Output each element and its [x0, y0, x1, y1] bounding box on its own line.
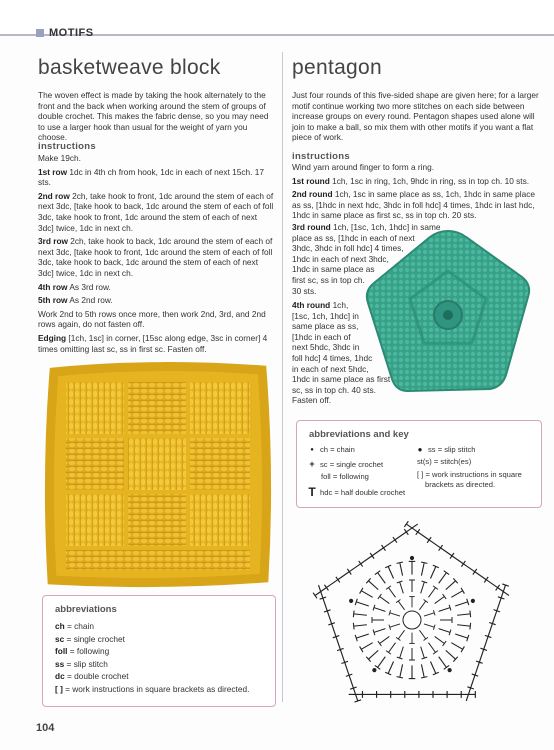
key-brackets	[417, 470, 522, 479]
center-ring	[403, 611, 421, 629]
edging	[38, 333, 274, 354]
row-2	[38, 191, 274, 233]
slip-stitch-symbol-icon: ●	[417, 445, 423, 454]
row-label: Edging	[38, 332, 67, 343]
abbr-value: = following	[67, 646, 110, 656]
pentagon-instructions-top	[292, 162, 540, 224]
round-3-stitch	[436, 655, 449, 670]
round-2-stitch	[373, 626, 386, 635]
round-2-stitch	[409, 648, 415, 660]
abbreviations-list	[55, 620, 249, 695]
round-3-stitch	[409, 665, 416, 678]
round-text: first sc, ss in top ch.	[292, 274, 365, 285]
key-text: brackets as directed.	[425, 480, 496, 489]
abbreviations-heading: abbreviations	[55, 604, 117, 615]
row-label: 2nd row	[38, 190, 70, 201]
basketweave-swatch-photo	[44, 358, 272, 590]
round-2-stitch	[373, 605, 386, 614]
round-3-stitch	[409, 561, 416, 574]
round-1-stitch	[389, 610, 401, 618]
round-3-stitch	[444, 648, 458, 662]
row-text: Work 2nd to 5th rows once more, then work 2nd, 3rd, and 2nd rows again, do not fasten off.	[38, 308, 266, 330]
abbr-value: = work instructions in square brackets as directed.	[62, 683, 250, 694]
round-3-stitch	[360, 588, 375, 600]
row-text: As 3rd row.	[67, 281, 111, 292]
round-2-stitch	[378, 634, 391, 646]
round-2-stitch	[386, 641, 398, 654]
abbr-item	[55, 658, 249, 671]
round-text: place as ss, [1hdc in each of next	[292, 232, 415, 243]
abbr-item	[55, 670, 249, 683]
round-3-stitch	[457, 621, 471, 629]
round-text: 30 sts.	[292, 285, 317, 296]
round-3-stitch	[385, 565, 396, 580]
key-text: ss = slip stitch	[428, 445, 476, 454]
slip-stitch-dot	[350, 599, 353, 602]
round-1-stitch	[389, 621, 401, 629]
round-text: 1ch,	[330, 300, 349, 310]
column-divider	[282, 52, 283, 702]
row-text: [1ch, 1sc] in corner, [15sc along edge, 3sc in corner] 4 times omitting last sc, ss in first sc. Fasten off.	[38, 332, 268, 354]
round-4-stitch	[391, 691, 405, 698]
row-5	[38, 295, 274, 306]
round-text: next 5hdc, 3hdc in	[292, 342, 360, 353]
round-3-stitch	[375, 655, 388, 670]
round-3-stitch	[454, 599, 469, 609]
round-text: in each of next 5hdc,	[292, 363, 369, 374]
round-2-stitch	[397, 581, 406, 594]
single-crochet-symbol-icon: +	[309, 459, 315, 469]
key-brackets-2	[425, 480, 495, 489]
basketweave-instructions	[38, 153, 274, 357]
round-3-stitch	[418, 562, 427, 576]
round-3-stitch	[436, 571, 449, 586]
round-3-stitch	[454, 631, 469, 641]
round-2-stitch	[409, 580, 415, 592]
round-text: 1hdc in each of next 3hdc,	[292, 253, 389, 264]
row-3	[38, 236, 274, 278]
key-half-double	[307, 485, 405, 499]
repeat-note	[38, 309, 274, 330]
abbr-key: ss	[55, 658, 65, 669]
key-single-crochet	[307, 459, 383, 469]
key-text: [ ] = work instructions in square	[417, 470, 522, 479]
round-text: sc, ss in top ch. 40 sts.	[292, 384, 376, 395]
chain-symbol-icon: ●	[310, 446, 314, 453]
round-3-stitch	[444, 578, 458, 592]
round-text: 3hdc, 3hdc in foll hdc] 4 times,	[292, 243, 404, 254]
round-3-stitch	[366, 578, 380, 592]
row-text: 2ch, take hook to front, 1dc around the stem of each of next 3dc, [take hook to back, 1dc around the stem of each of foll 3dc, take hook to front, 1dc around the stem of each of next 3dc] twice, 1dc in next ch.	[38, 190, 274, 233]
key-text: sc = single crochet	[320, 459, 384, 469]
half-double-symbol-icon: T	[308, 485, 316, 499]
basketweave-instructions-heading: instructions	[38, 141, 96, 152]
round-text: 1hdc in same place as first	[292, 374, 391, 385]
key-text: foll = following	[321, 472, 369, 481]
section-label: MOTIFS	[49, 27, 94, 39]
round-2-stitch	[426, 641, 438, 654]
round-label: 3rd round	[292, 222, 331, 232]
round-text: same place as ss,	[292, 321, 359, 332]
key-heading: abbreviations and key	[309, 429, 409, 440]
basketweave-abbreviations-box	[42, 595, 276, 707]
row-1	[38, 167, 274, 188]
row-label: 3rd row	[38, 236, 68, 247]
key-text: ch = chain	[320, 445, 355, 454]
round-3-stitch	[353, 621, 367, 629]
abbr-value: = double crochet	[64, 671, 129, 681]
abbr-key: sc	[55, 633, 65, 644]
round-4-stitch	[447, 691, 461, 698]
row-text: 1dc in 4th ch from hook, 1dc in each of next 15ch. 17 sts.	[38, 166, 265, 188]
row-text: As 2nd row.	[67, 295, 113, 306]
row-label: 4th row	[38, 281, 68, 292]
key-text: st(s) = stitch(es)	[417, 457, 472, 466]
round-2-stitch	[433, 594, 446, 606]
round-3-stitch	[457, 611, 471, 619]
round-3-stitch	[355, 631, 370, 641]
pentagon-swatch-photo	[362, 225, 534, 405]
round-2-stitch	[438, 626, 451, 635]
round-1-stitch	[396, 599, 407, 611]
round-2-stitch	[386, 586, 398, 599]
basketweave-title: basketweave block	[38, 56, 221, 79]
round-2	[292, 189, 540, 221]
round-3-stitch	[353, 611, 367, 619]
round-3-stitch	[375, 571, 388, 586]
abbr-item	[55, 633, 249, 646]
row-label: 1st row	[38, 166, 68, 177]
round-text: foll hdc] 4 times, 1hdc	[292, 352, 373, 363]
round-3-stitch	[427, 565, 438, 580]
abbr-key: dc	[55, 671, 65, 681]
round-text: 1ch, 1sc in same place as ss, 1ch, 1hdc in same place as ss, [1hdc in next hdc, 3hdc in foll hdc] 4 times, 1hdc in last hdc, 1hdc in same place as first sc, ss in top ch. 20 sts.	[292, 189, 536, 221]
abbr-item	[55, 683, 249, 696]
round-1-stitch	[396, 629, 407, 641]
round-4-stitch	[462, 691, 476, 698]
round-text: 1hdc in same place as	[292, 264, 375, 275]
round-2-stitch	[378, 594, 391, 606]
round-1	[292, 176, 540, 187]
round-2-stitch	[440, 617, 452, 623]
slip-stitch-dot	[471, 599, 474, 602]
pentagon-abbreviations-key-box	[296, 420, 542, 508]
round-2-stitch	[418, 581, 427, 594]
round-text: 1ch, [1sc, 1ch, 1hdc] in same	[330, 222, 441, 232]
round-4-stitch	[405, 691, 419, 698]
abbr-value: = single crochet	[64, 633, 125, 644]
round-2-stitch	[397, 646, 406, 659]
start-line: Wind yarn around finger to form a ring.	[292, 162, 435, 172]
round-3-stitch	[450, 588, 465, 600]
abbr-item	[55, 620, 249, 633]
row-label: 5th row	[38, 295, 68, 306]
abbr-value: = chain	[64, 621, 94, 631]
round-4-stitch	[363, 691, 377, 698]
round-3-stitch	[366, 648, 380, 662]
row-4	[38, 282, 274, 293]
abbr-key: [ ]	[55, 683, 63, 694]
pentagon-instructions-heading: instructions	[292, 151, 350, 162]
round-text: Fasten off.	[292, 395, 332, 406]
round-1-stitch	[409, 597, 414, 608]
round-3-stitch	[360, 640, 375, 652]
row-text: 2ch, take hook to back, 1dc around the stem of each of next 3dc, [take hook to front, 1dc around the stem of each of foll 3dc, take hook to back, 1dc around the stem of each of next 3dc] twice, 1dc in next ch.	[38, 236, 273, 278]
pentagon-crochet-chart	[300, 512, 538, 712]
basketweave-intro: The woven effect is made by taking the hook alternately to the front and the back when working around the stem of groups of double crochet. This makes the fabric dense, so you may need to use a larger hook than usual for the weight of yarn you choose.	[38, 90, 269, 143]
round-1-stitch	[417, 629, 428, 641]
pentagon-title: pentagon	[292, 56, 382, 79]
round-3-stitch	[397, 562, 406, 576]
key-stitches	[417, 457, 471, 466]
round-3-stitch	[418, 664, 427, 678]
abbr-key: ch	[55, 621, 65, 631]
round-3-stitch	[385, 660, 396, 675]
make-line: Make 19ch.	[38, 153, 81, 163]
round-1-stitch	[409, 633, 414, 644]
section-tag	[36, 27, 94, 39]
key-chain	[307, 445, 355, 454]
round-label: 4th round	[292, 300, 331, 310]
page-number: 104	[36, 722, 55, 734]
round-3-stitch	[450, 640, 465, 652]
round-3-stitch	[397, 664, 406, 678]
round-3-stitch	[427, 660, 438, 675]
round-3-stitch	[355, 599, 370, 609]
round-2-stitch	[372, 617, 384, 623]
abbr-value: = slip stitch	[64, 658, 108, 669]
key-slip-stitch	[415, 445, 475, 454]
slip-stitch-dot	[410, 556, 413, 559]
round-4-stitch	[419, 691, 433, 698]
round-2-stitch	[433, 634, 446, 646]
round-label: 1st round	[292, 175, 330, 186]
round-2-stitch	[426, 586, 438, 599]
round-1-stitch	[423, 610, 435, 618]
round-1-stitch	[417, 599, 428, 611]
slip-stitch-dot	[448, 669, 451, 672]
basketweave-blocks	[66, 382, 250, 570]
key-text: hdc = half double crochet	[320, 487, 406, 497]
round-4-stitch	[377, 691, 391, 698]
round-4-stitch	[433, 691, 447, 698]
key-following	[321, 472, 369, 481]
round-text: 1ch, 1sc in ring, 1ch, 9hdc in ring, ss in top ch. 10 sts.	[329, 175, 530, 186]
round-text: [1hdc in each of	[292, 331, 351, 342]
slip-stitch-dot	[373, 669, 376, 672]
round-1-stitch	[423, 621, 435, 629]
round-text: [1sc, 1ch, 1hdc] in	[292, 310, 359, 321]
pentagon-intro: Just four rounds of this five-sided shape are given here; for a larger motif continue working two more stitches on each side between increase groups on every round. Pentagon shapes used alone will join to make a ball, so mix them with other motifs if you want a flat piece of work.	[292, 90, 539, 143]
abbr-key: foll	[55, 646, 68, 656]
abbr-item	[55, 645, 249, 658]
round-2-stitch	[438, 605, 451, 614]
round-2-stitch	[418, 646, 427, 659]
section-square-icon	[36, 29, 44, 37]
round-label: 2nd round	[292, 189, 333, 200]
